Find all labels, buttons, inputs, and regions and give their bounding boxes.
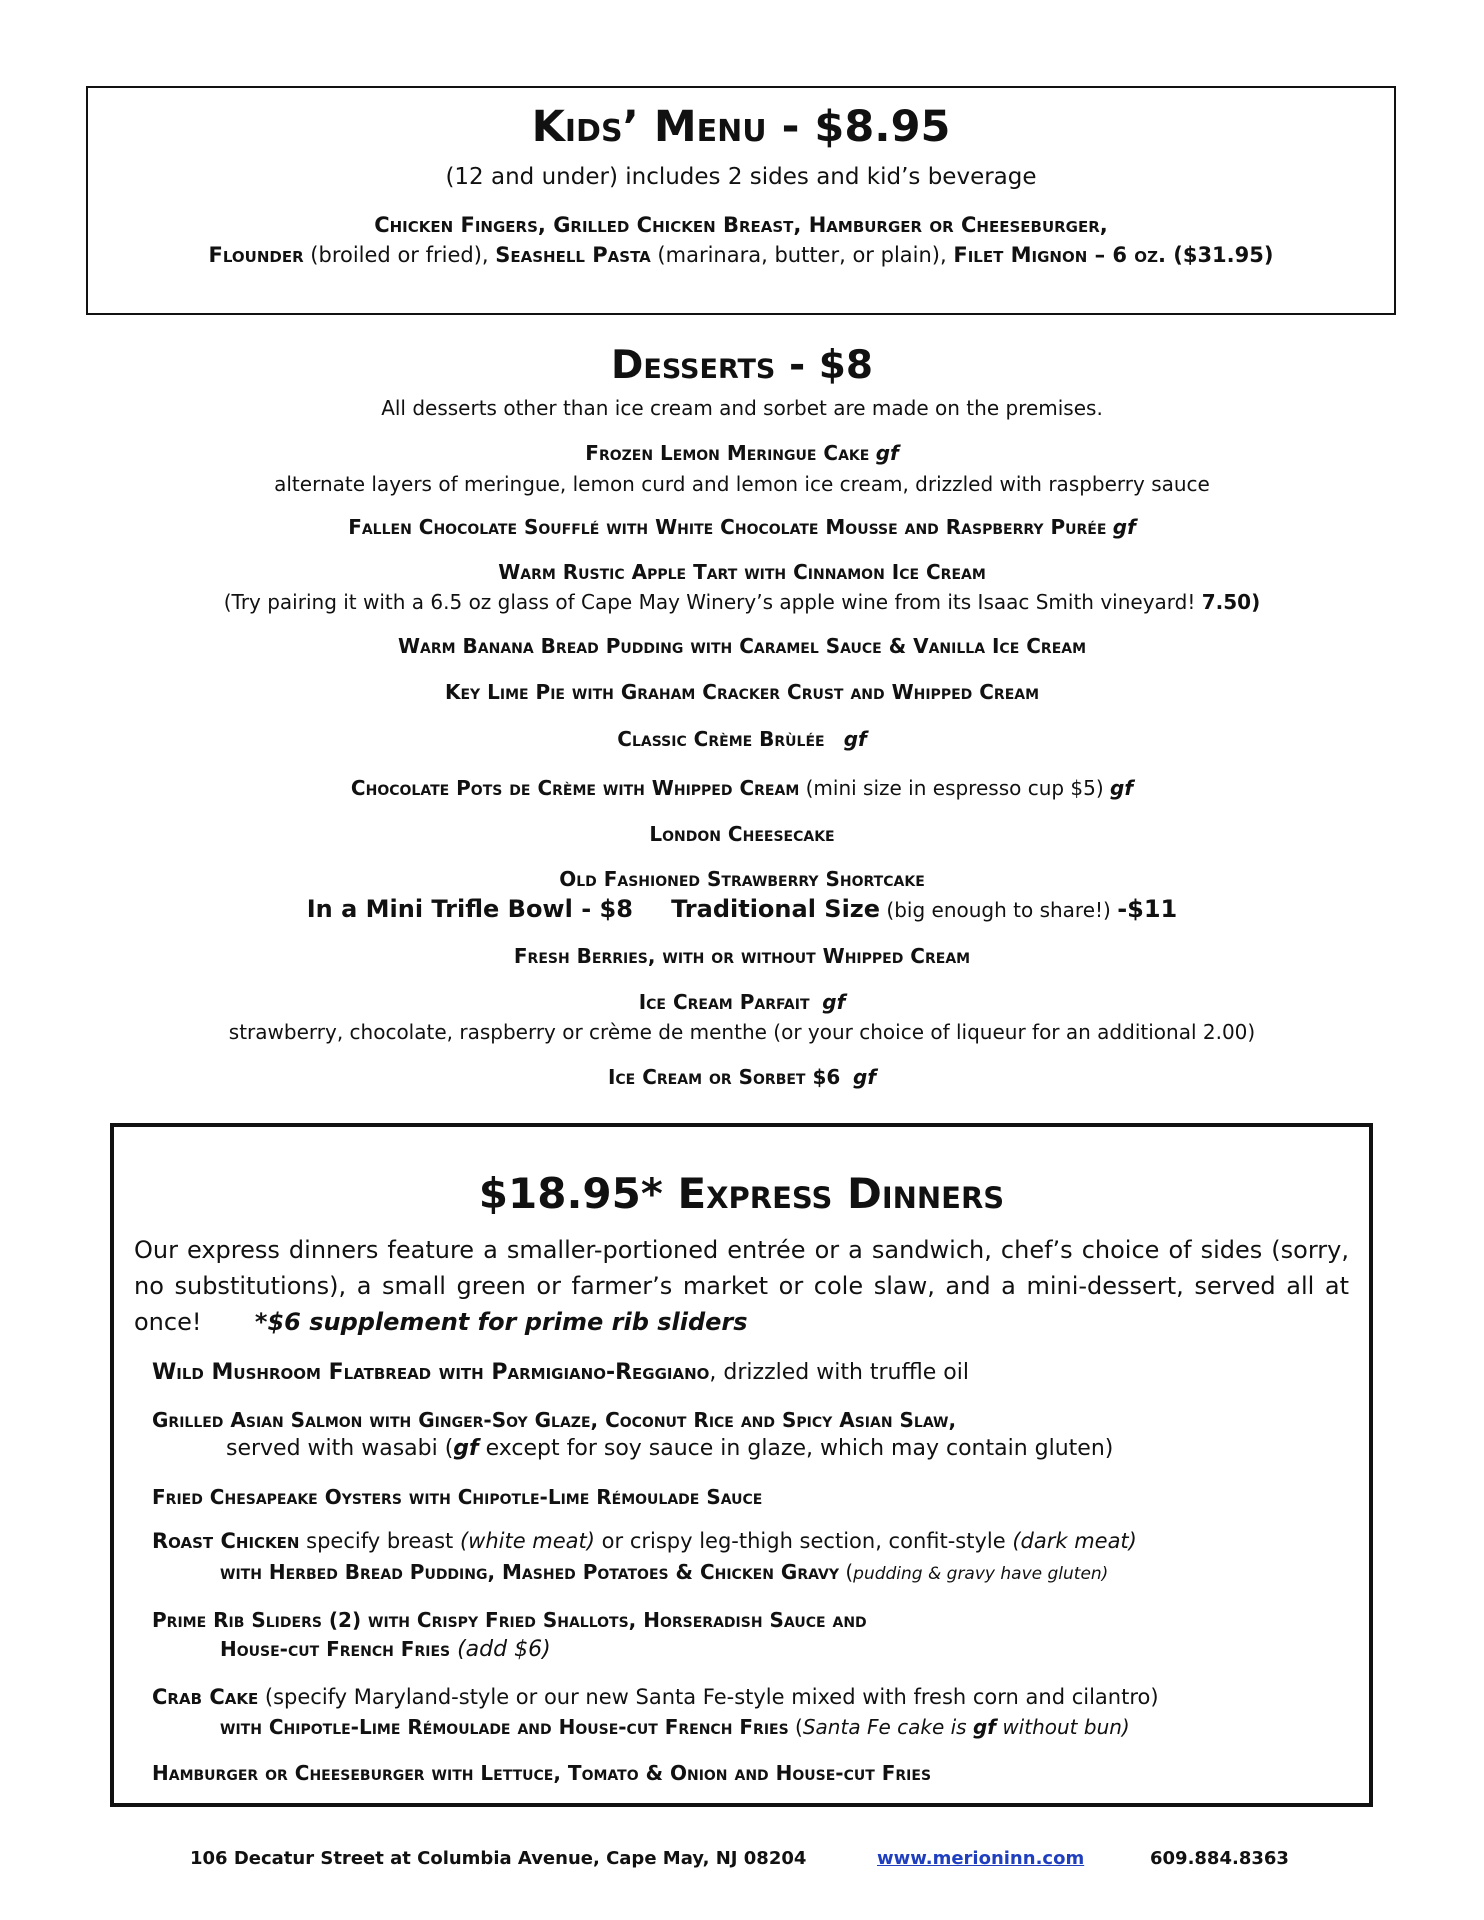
express-item-name: House-cut French Fries <box>220 1637 451 1661</box>
desserts-note: All desserts other than ice cream and sorbet are made on the premises. <box>381 396 1103 420</box>
express-supplement: *$6 supplement for prime rib sliders <box>254 1308 748 1336</box>
express-item-name: Fried Chesapeake Oysters with Chipotle-Lime Rémoulade Sauce <box>152 1485 763 1509</box>
kids-menu-items-line1: Chicken Fingers, Grilled Chicken Breast, Hamburger or Cheeseburger, <box>374 213 1108 237</box>
express-item-crab-cake <box>152 1685 1159 1709</box>
kids-pasta-note: (marinara, butter, or plain), <box>650 243 954 267</box>
express-item-name: Hamburger or Cheeseburger with Lettuce, Tomato & Onion and House-cut Fries <box>152 1761 932 1785</box>
crab-note-a: Santa Fe cake is <box>802 1715 973 1739</box>
dessert-creme-brulee <box>0 727 1484 751</box>
desserts-title: Desserts - $8 <box>611 343 873 388</box>
parfait-desc: strawberry, chocolate, raspberry or crème de menthe (or your choice of liqueur for an additional 2.00) <box>228 1020 1256 1044</box>
express-salmon-desc <box>226 1436 1113 1461</box>
sliders-add: (add $6) <box>450 1637 551 1662</box>
gluten-free-tag: gf <box>1110 776 1134 800</box>
trifle-size: In a Mini Trifle Bowl - $8 <box>306 895 633 923</box>
express-item-burger <box>152 1761 931 1785</box>
gluten-free-tag: gf <box>822 990 846 1014</box>
dessert-souffle <box>0 515 1484 539</box>
dessert-pots-de-creme <box>0 776 1484 800</box>
kids-menu-box <box>86 86 1396 315</box>
dessert-key-lime <box>0 680 1484 704</box>
shortcake-sizes <box>0 895 1484 923</box>
footer-phone: 609.884.8363 <box>1150 1848 1289 1869</box>
traditional-size: Traditional Size <box>671 895 881 923</box>
dessert-london-cheesecake <box>0 822 1484 846</box>
footer-address: 106 Decatur Street at Columbia Avenue, Cape May, NJ 08204 <box>190 1848 807 1869</box>
chicken-desc-b: or crispy leg-thigh section, confit-style <box>594 1529 1013 1553</box>
dessert-name: Fresh Berries, with or without Whipped Cream <box>513 944 971 968</box>
dessert-name: Warm Banana Bread Pudding with Caramel Sauce & Vanilla Ice Cream <box>397 634 1087 658</box>
apple-wine-note: (Try pairing it with a 6.5 oz glass of Cape May Winery’s apple wine from its Isaac Smith vineyard! <box>223 590 1202 614</box>
gluten-free-tag: gf <box>1112 515 1136 539</box>
kids-menu-subtitle: (12 and under) includes 2 sides and kid’s beverage <box>445 164 1037 190</box>
gluten-free-tag: gf <box>843 727 867 751</box>
kids-menu-items-line2 <box>88 243 1394 267</box>
express-dinners-title: $18.95* Express Dinners <box>478 1169 1005 1218</box>
dessert-apple-desc <box>0 590 1484 614</box>
crab-note-open: ( <box>788 1715 803 1739</box>
express-item-name: Grilled Asian Salmon with Ginger-Soy Glaze, Coconut Rice and Spicy Asian Slaw, <box>152 1408 957 1432</box>
express-item-name: Wild Mushroom Flatbread with Parmigiano-Reggiano <box>152 1360 710 1385</box>
dessert-strawberry-shortcake <box>0 867 1484 891</box>
chicken-note-open: ( <box>838 1560 854 1584</box>
express-item-salmon <box>152 1408 956 1432</box>
express-item-name: with Herbed Bread Pudding, Mashed Potatoes & Chicken Gravy <box>220 1560 839 1584</box>
salmon-desc-b: except for soy sauce in glaze, which may contain gluten) <box>478 1436 1114 1461</box>
dessert-fresh-berries <box>0 944 1484 968</box>
traditional-price: -$11 <box>1117 895 1178 923</box>
dessert-name: Old Fashioned Strawberry Shortcake <box>559 867 925 891</box>
salmon-desc-a: served with wasabi ( <box>226 1436 454 1461</box>
kids-menu-title: Kids’ Menu - $8.95 <box>531 102 951 152</box>
dessert-parfait <box>0 990 1484 1014</box>
dessert-ice-cream-sorbet <box>0 1065 1484 1089</box>
dessert-name: Fallen Chocolate Soufflé with White Chocolate Mousse and Raspberry Purée <box>348 515 1107 539</box>
express-intro-text: Our express dinners feature a smaller-portioned entrée or a sandwich, chef’s choice of sides (sorry, no substitutions), a small green or farmer’s market or cole slaw, and a mini-dessert, served all at once! <box>134 1236 1349 1336</box>
kids-flounder: Flounder <box>208 243 304 267</box>
dessert-banana-pudding <box>0 634 1484 658</box>
pots-note: (mini size in espresso cup $5) <box>799 776 1111 800</box>
dessert-lemon-cake <box>0 441 1484 465</box>
crab-desc: (specify Maryland-style or our new Santa Fe-style mixed with fresh corn and cilantro) <box>258 1685 1159 1709</box>
gluten-free-tag: gf <box>853 1065 877 1089</box>
gluten-free-tag: gf <box>972 1715 996 1739</box>
chicken-white-meat: (white meat) <box>459 1529 595 1553</box>
dessert-name: Warm Rustic Apple Tart with Cinnamon Ice Cream <box>498 560 986 584</box>
chicken-note: pudding & gravy have gluten) <box>853 1564 1109 1584</box>
express-item-flatbread <box>152 1360 969 1385</box>
express-item-sliders <box>152 1608 867 1632</box>
crab-note-b: without bun) <box>995 1715 1130 1739</box>
dessert-name: Classic Crème Brùlée <box>617 727 825 751</box>
kids-flounder-note: (broiled or fried), <box>303 243 496 267</box>
dessert-name: Ice Cream Parfait <box>638 990 810 1014</box>
express-item-desc: , drizzled with truffle oil <box>709 1360 969 1385</box>
dessert-name: Ice Cream or Sorbet $6 <box>607 1065 841 1089</box>
apple-wine-price: 7.50) <box>1201 590 1261 614</box>
footer-website-link[interactable]: www.merioninn.com <box>877 1848 1085 1869</box>
kids-pasta: Seashell Pasta <box>495 243 651 267</box>
dessert-name: Frozen Lemon Meringue Cake <box>585 441 870 465</box>
dessert-name: Chocolate Pots de Crème with Whipped Cream <box>350 776 800 800</box>
express-intro <box>134 1232 1349 1340</box>
express-item-name: Roast Chicken <box>152 1529 300 1553</box>
express-crab-with <box>220 1715 1130 1739</box>
dessert-apple-tart <box>0 560 1484 584</box>
express-item-name: Prime Rib Sliders (2) with Crispy Fried Shallots, Horseradish Sauce and <box>152 1608 867 1632</box>
chicken-dark-meat: (dark meat) <box>1012 1529 1137 1553</box>
chicken-desc-a: specify breast <box>299 1529 460 1553</box>
dessert-name: London Cheesecake <box>649 822 835 846</box>
gluten-free-tag: gf <box>453 1436 479 1461</box>
express-sliders-line2 <box>220 1637 551 1662</box>
dessert-name: Key Lime Pie with Graham Cracker Crust and Whipped Cream <box>444 680 1040 704</box>
kids-filet: Filet Mignon – 6 oz. ($31.95) <box>953 243 1274 267</box>
express-item-name: Crab Cake <box>152 1685 259 1709</box>
express-item-oysters <box>152 1485 762 1509</box>
traditional-note: (big enough to share!) <box>880 898 1118 922</box>
gluten-free-tag: gf <box>875 441 899 465</box>
express-chicken-with <box>220 1560 1108 1584</box>
express-dinners-box <box>110 1123 1373 1807</box>
express-item-chicken <box>152 1529 1137 1553</box>
dessert-lemon-desc: alternate layers of meringue, lemon curd and lemon ice cream, drizzled with raspberry sauce <box>274 472 1210 496</box>
express-item-name: with Chipotle-Lime Rémoulade and House-cut French Fries <box>220 1715 789 1739</box>
